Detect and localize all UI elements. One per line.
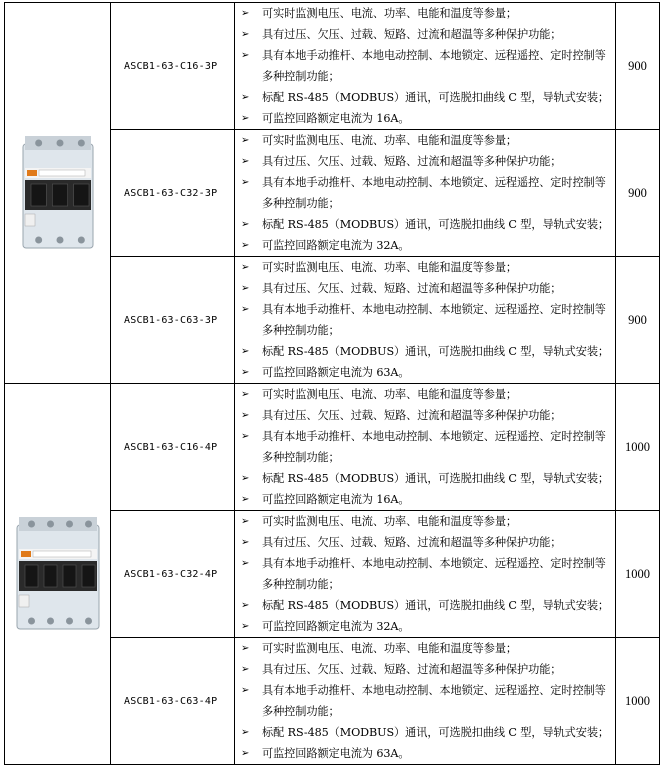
features-cell — [235, 384, 616, 511]
circuit-breaker-image — [21, 132, 95, 250]
feature-item — [235, 489, 613, 510]
arrow-bullet-icon: ➢ — [241, 346, 250, 357]
arrow-bullet-icon: ➢ — [241, 748, 250, 759]
features-cell — [235, 3, 616, 130]
arrow-bullet-icon: ➢ — [241, 494, 250, 505]
feature-text: 具有过压、欠压、过载、短路、过流和超温等多种保护功能； — [262, 409, 562, 422]
feature-text: 具有本地手动推杆、本地电动控制、本地锁定、远程遥控、定时控制等多种控制功能； — [262, 557, 606, 591]
arrow-bullet-icon: ➢ — [241, 537, 250, 548]
arrow-bullet-icon: ➢ — [241, 219, 250, 230]
feature-text: 可实时监测电压、电流、功率、电能和温度等参量； — [262, 388, 518, 401]
feature-list — [235, 3, 615, 129]
features-cell — [235, 257, 616, 384]
feature-item — [235, 278, 613, 299]
feature-text: 标配 RS-485（MODBUS）通讯，可选脱扣曲线 C 型，导轨式安装； — [262, 345, 610, 358]
feature-text: 标配 RS-485（MODBUS）通讯，可选脱扣曲线 C 型，导轨式安装； — [262, 726, 610, 739]
arrow-bullet-icon: ➢ — [241, 29, 250, 40]
feature-item — [235, 214, 613, 235]
feature-text: 标配 RS-485（MODBUS）通讯，可选脱扣曲线 C 型，导轨式安装； — [262, 599, 610, 612]
feature-item — [235, 553, 613, 595]
feature-item — [235, 616, 613, 637]
feature-text: 可监控回路额定电流为 63A。 — [262, 366, 410, 379]
feature-item — [235, 108, 613, 129]
price-cell: 900 — [616, 257, 660, 384]
feature-text: 具有过压、欠压、过载、短路、过流和超温等多种保护功能； — [262, 155, 562, 168]
arrow-bullet-icon: ➢ — [241, 262, 250, 273]
price-cell: 900 — [616, 3, 660, 130]
feature-text: 具有本地手动推杆、本地电动控制、本地锁定、远程遥控、定时控制等多种控制功能； — [262, 684, 606, 718]
arrow-bullet-icon: ➢ — [241, 177, 250, 188]
price-cell: 900 — [616, 130, 660, 257]
arrow-bullet-icon: ➢ — [241, 389, 250, 400]
arrow-bullet-icon: ➢ — [241, 50, 250, 61]
feature-item — [235, 468, 613, 489]
arrow-bullet-icon: ➢ — [241, 473, 250, 484]
feature-item — [235, 659, 613, 680]
model-cell: ASCB1-63-C16-4P — [111, 384, 235, 511]
arrow-bullet-icon: ➢ — [241, 156, 250, 167]
feature-item — [235, 426, 613, 468]
feature-text: 具有本地手动推杆、本地电动控制、本地锁定、远程遥控、定时控制等多种控制功能； — [262, 49, 606, 83]
feature-text: 标配 RS-485（MODBUS）通讯，可选脱扣曲线 C 型，导轨式安装； — [262, 91, 610, 104]
feature-item — [235, 341, 613, 362]
price-cell: 1000 — [616, 384, 660, 511]
feature-list — [235, 257, 615, 383]
feature-item — [235, 362, 613, 383]
product-spec-table — [4, 2, 660, 765]
features-cell — [235, 511, 616, 638]
feature-item — [235, 405, 613, 426]
feature-text: 具有本地手动推杆、本地电动控制、本地锁定、远程遥控、定时控制等多种控制功能； — [262, 430, 606, 464]
arrow-bullet-icon: ➢ — [241, 431, 250, 442]
feature-text: 可监控回路额定电流为 16A。 — [262, 112, 410, 125]
product-image-cell — [5, 3, 111, 384]
feature-text: 可实时监测电压、电流、功率、电能和温度等参量； — [262, 515, 518, 528]
feature-item — [235, 299, 613, 341]
feature-text: 可实时监测电压、电流、功率、电能和温度等参量； — [262, 261, 518, 274]
feature-item — [235, 511, 613, 532]
feature-list — [235, 511, 615, 637]
circuit-breaker-image — [15, 513, 101, 631]
product-image-cell — [5, 384, 111, 765]
arrow-bullet-icon: ➢ — [241, 600, 250, 611]
feature-text: 可实时监测电压、电流、功率、电能和温度等参量； — [262, 642, 518, 655]
feature-text: 标配 RS-485（MODBUS）通讯，可选脱扣曲线 C 型，导轨式安装； — [262, 472, 610, 485]
feature-text: 具有过压、欠压、过载、短路、过流和超温等多种保护功能； — [262, 28, 562, 41]
arrow-bullet-icon: ➢ — [241, 240, 250, 251]
arrow-bullet-icon: ➢ — [241, 304, 250, 315]
arrow-bullet-icon: ➢ — [241, 410, 250, 421]
arrow-bullet-icon: ➢ — [241, 367, 250, 378]
feature-text: 具有本地手动推杆、本地电动控制、本地锁定、远程遥控、定时控制等多种控制功能； — [262, 303, 606, 337]
feature-text: 可监控回路额定电流为 32A。 — [262, 239, 410, 252]
arrow-bullet-icon: ➢ — [241, 621, 250, 632]
arrow-bullet-icon: ➢ — [241, 727, 250, 738]
feature-item — [235, 3, 613, 24]
feature-text: 具有过压、欠压、过载、短路、过流和超温等多种保护功能； — [262, 282, 562, 295]
feature-item — [235, 638, 613, 659]
feature-item — [235, 87, 613, 108]
feature-text: 具有过压、欠压、过载、短路、过流和超温等多种保护功能； — [262, 536, 562, 549]
feature-text: 可实时监测电压、电流、功率、电能和温度等参量； — [262, 134, 518, 147]
model-cell: ASCB1-63-C32-4P — [111, 511, 235, 638]
model-cell: ASCB1-63-C16-3P — [111, 3, 235, 130]
arrow-bullet-icon: ➢ — [241, 685, 250, 696]
feature-item — [235, 595, 613, 616]
features-cell — [235, 130, 616, 257]
feature-item — [235, 130, 613, 151]
arrow-bullet-icon: ➢ — [241, 283, 250, 294]
model-cell: ASCB1-63-C63-3P — [111, 257, 235, 384]
feature-item — [235, 151, 613, 172]
feature-text: 标配 RS-485（MODBUS）通讯，可选脱扣曲线 C 型，导轨式安装； — [262, 218, 610, 231]
feature-item — [235, 384, 613, 405]
arrow-bullet-icon: ➢ — [241, 135, 250, 146]
feature-text: 可实时监测电压、电流、功率、电能和温度等参量； — [262, 7, 518, 20]
feature-item — [235, 235, 613, 256]
price-cell: 1000 — [616, 511, 660, 638]
arrow-bullet-icon: ➢ — [241, 643, 250, 654]
arrow-bullet-icon: ➢ — [241, 8, 250, 19]
feature-item — [235, 257, 613, 278]
feature-text: 具有过压、欠压、过载、短路、过流和超温等多种保护功能； — [262, 663, 562, 676]
feature-item — [235, 680, 613, 722]
table-row — [5, 3, 660, 130]
feature-text: 可监控回路额定电流为 32A。 — [262, 620, 410, 633]
feature-list — [235, 130, 615, 256]
feature-item — [235, 24, 613, 45]
feature-item — [235, 45, 613, 87]
feature-text: 可监控回路额定电流为 63A。 — [262, 747, 410, 760]
arrow-bullet-icon: ➢ — [241, 516, 250, 527]
arrow-bullet-icon: ➢ — [241, 558, 250, 569]
model-cell: ASCB1-63-C63-4P — [111, 638, 235, 765]
feature-item — [235, 172, 613, 214]
feature-text: 可监控回路额定电流为 16A。 — [262, 493, 410, 506]
arrow-bullet-icon: ➢ — [241, 113, 250, 124]
model-cell: ASCB1-63-C32-3P — [111, 130, 235, 257]
arrow-bullet-icon: ➢ — [241, 664, 250, 675]
feature-list — [235, 384, 615, 510]
feature-item — [235, 532, 613, 553]
arrow-bullet-icon: ➢ — [241, 92, 250, 103]
feature-item — [235, 722, 613, 743]
price-cell: 1000 — [616, 638, 660, 765]
feature-list — [235, 638, 615, 764]
features-cell — [235, 638, 616, 765]
table-row — [5, 384, 660, 511]
feature-text: 具有本地手动推杆、本地电动控制、本地锁定、远程遥控、定时控制等多种控制功能； — [262, 176, 606, 210]
